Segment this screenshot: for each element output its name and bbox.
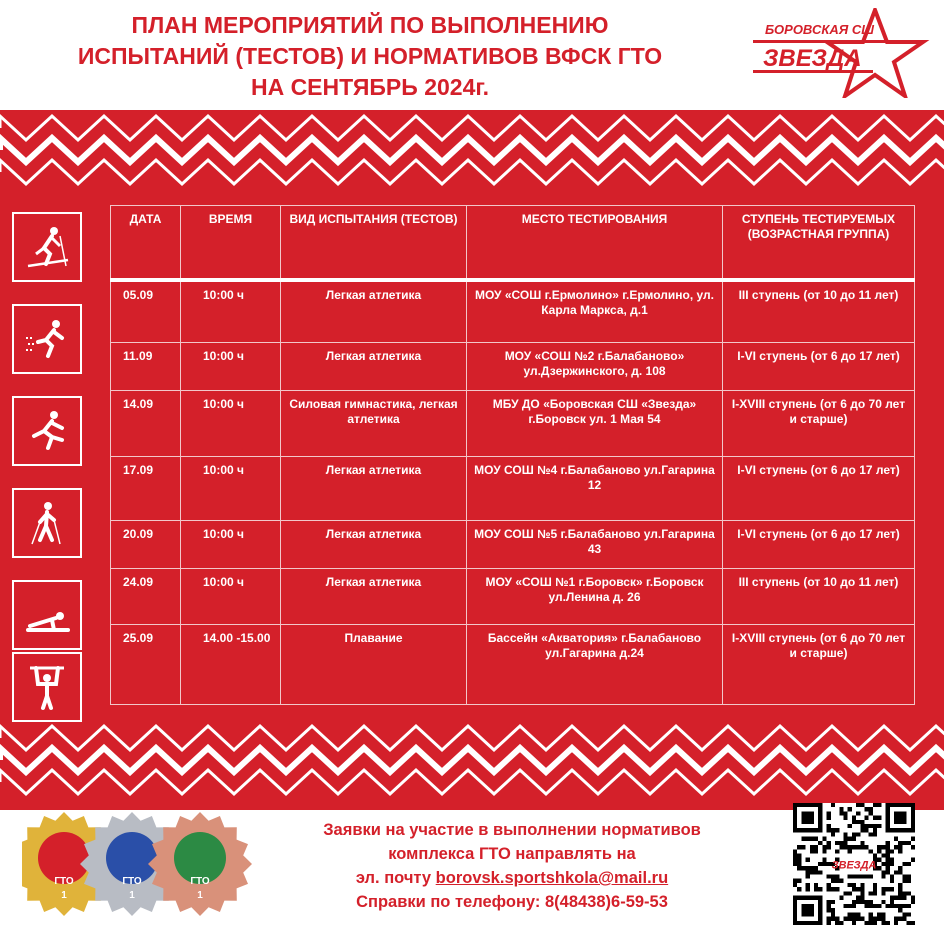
push-up-icon <box>12 580 82 650</box>
table-row <box>111 456 915 520</box>
cell-date: 20.09 <box>111 520 181 568</box>
footer-line-2: комплекса ГТО направлять на <box>388 845 636 863</box>
medal-number: 1 <box>61 890 67 901</box>
pull-up-icon <box>12 652 82 722</box>
logo-top-text: БОРОВСКАЯ СШ <box>765 22 874 37</box>
cell-date: 17.09 <box>111 456 181 520</box>
cell-time: 10:00 ч <box>181 342 281 390</box>
qr-logo-text: ЗВЕЗДА <box>831 859 877 872</box>
table-row <box>111 624 915 704</box>
email-prefix: эл. почту <box>355 869 436 887</box>
cell-place: МОУ «СОШ №2 г.Балабаново» ул.Дзержинского, д. 108 <box>467 342 723 390</box>
cell-type: Легкая атлетика <box>281 342 467 390</box>
cell-date: 05.09 <box>111 280 181 342</box>
running-icon <box>12 304 82 374</box>
cell-place: МОУ «СОШ г.Ермолино» г.Ермолино, ул. Карла Маркса, д.1 <box>467 280 723 342</box>
qr-code[interactable] <box>793 803 915 925</box>
cell-date: 25.09 <box>111 624 181 704</box>
cell-time: 10:00 ч <box>181 456 281 520</box>
gto-medal-icon <box>148 812 252 916</box>
cell-place: МБУ ДО «Боровская СШ «Звезда» г.Боровск ул. 1 Мая 54 <box>467 390 723 456</box>
cell-stage: I-XVIII ступень (от 6 до 70 лет и старше) <box>723 390 915 456</box>
email-link[interactable]: borovsk.sportshkola@mail.ru <box>435 869 669 887</box>
cell-stage: I-XVIII ступень (от 6 до 70 лет и старше) <box>723 624 915 704</box>
cell-stage: I-VI ступень (от 6 до 17 лет) <box>723 342 915 390</box>
cell-place: Бассейн «Акватория» г.Балабаново ул.Гагарина д.24 <box>467 624 723 704</box>
medal-label: ГТО <box>54 876 74 887</box>
top-ornament <box>0 110 944 200</box>
header-place: МЕСТО ТЕСТИРОВАНИЯ <box>467 206 723 281</box>
nordic-walking-icon <box>12 488 82 558</box>
medal-number: 1 <box>129 890 135 901</box>
cell-type: Плавание <box>281 624 467 704</box>
sprint-icon <box>12 396 82 466</box>
cell-stage: III ступень (от 10 до 11 лет) <box>723 280 915 342</box>
gto-medals <box>22 804 262 924</box>
cell-time: 14.00 -15.00 <box>181 624 281 704</box>
title-line-2: ИСПЫТАНИЙ (ТЕСТОВ) И НОРМАТИВОВ ВФСК ГТО <box>77 43 663 69</box>
title-line-1: ПЛАН МЕРОПРИЯТИЙ ПО ВЫПОЛНЕНИЮ <box>131 12 609 38</box>
medal-label: ГТО <box>190 876 210 887</box>
table-header-row <box>111 206 915 281</box>
header-type: ВИД ИСПЫТАНИЯ (ТЕСТОВ) <box>281 206 467 281</box>
cell-date: 14.09 <box>111 390 181 456</box>
cell-type: Силовая гимнастика, легкая атлетика <box>281 390 467 456</box>
medal-number: 1 <box>197 890 203 901</box>
title-line-3: НА СЕНТЯБРЬ 2024г. <box>250 74 490 100</box>
cell-type: Легкая атлетика <box>281 568 467 624</box>
cell-time: 10:00 ч <box>181 280 281 342</box>
cell-date: 11.09 <box>111 342 181 390</box>
header-stage: СТУПЕНЬ ТЕСТИРУЕМЫХ (ВОЗРАСТНАЯ ГРУППА) <box>723 206 915 281</box>
header-time: ВРЕМЯ <box>181 206 281 281</box>
cell-date: 24.09 <box>111 568 181 624</box>
cell-stage: III ступень (от 10 до 11 лет) <box>723 568 915 624</box>
cell-place: МОУ СОШ №4 г.Балабаново ул.Гагарина 12 <box>467 456 723 520</box>
table-row <box>111 280 915 342</box>
cell-stage: I-VI ступень (от 6 до 17 лет) <box>723 456 915 520</box>
cell-time: 10:00 ч <box>181 390 281 456</box>
bottom-ornament <box>0 712 944 802</box>
header-date: ДАТА <box>111 206 181 281</box>
footer-email-line <box>262 866 762 890</box>
school-logo <box>745 8 935 98</box>
skiing-icon <box>12 212 82 282</box>
cell-type: Легкая атлетика <box>281 520 467 568</box>
cell-time: 10:00 ч <box>181 568 281 624</box>
page-title <box>40 10 700 103</box>
table-row <box>111 520 915 568</box>
footer-line-1: Заявки на участие в выполнении нормативов <box>323 821 701 839</box>
cell-stage: I-VI ступень (от 6 до 17 лет) <box>723 520 915 568</box>
cell-place: МОУ СОШ №5 г.Балабаново ул.Гагарина 43 <box>467 520 723 568</box>
schedule-table <box>110 205 915 705</box>
logo-name: ЗВЕЗДА <box>763 45 862 72</box>
cell-type: Легкая атлетика <box>281 456 467 520</box>
footer-phone: Справки по телефону: 8(48438)6-59-53 <box>356 893 668 911</box>
table-row <box>111 390 915 456</box>
table-row <box>111 342 915 390</box>
footer-info <box>262 818 762 914</box>
medal-label: ГТО <box>122 876 142 887</box>
table-row <box>111 568 915 624</box>
cell-place: МОУ «СОШ №1 г.Боровск» г.Боровск ул.Ленина д. 26 <box>467 568 723 624</box>
cell-type: Легкая атлетика <box>281 280 467 342</box>
cell-time: 10:00 ч <box>181 520 281 568</box>
